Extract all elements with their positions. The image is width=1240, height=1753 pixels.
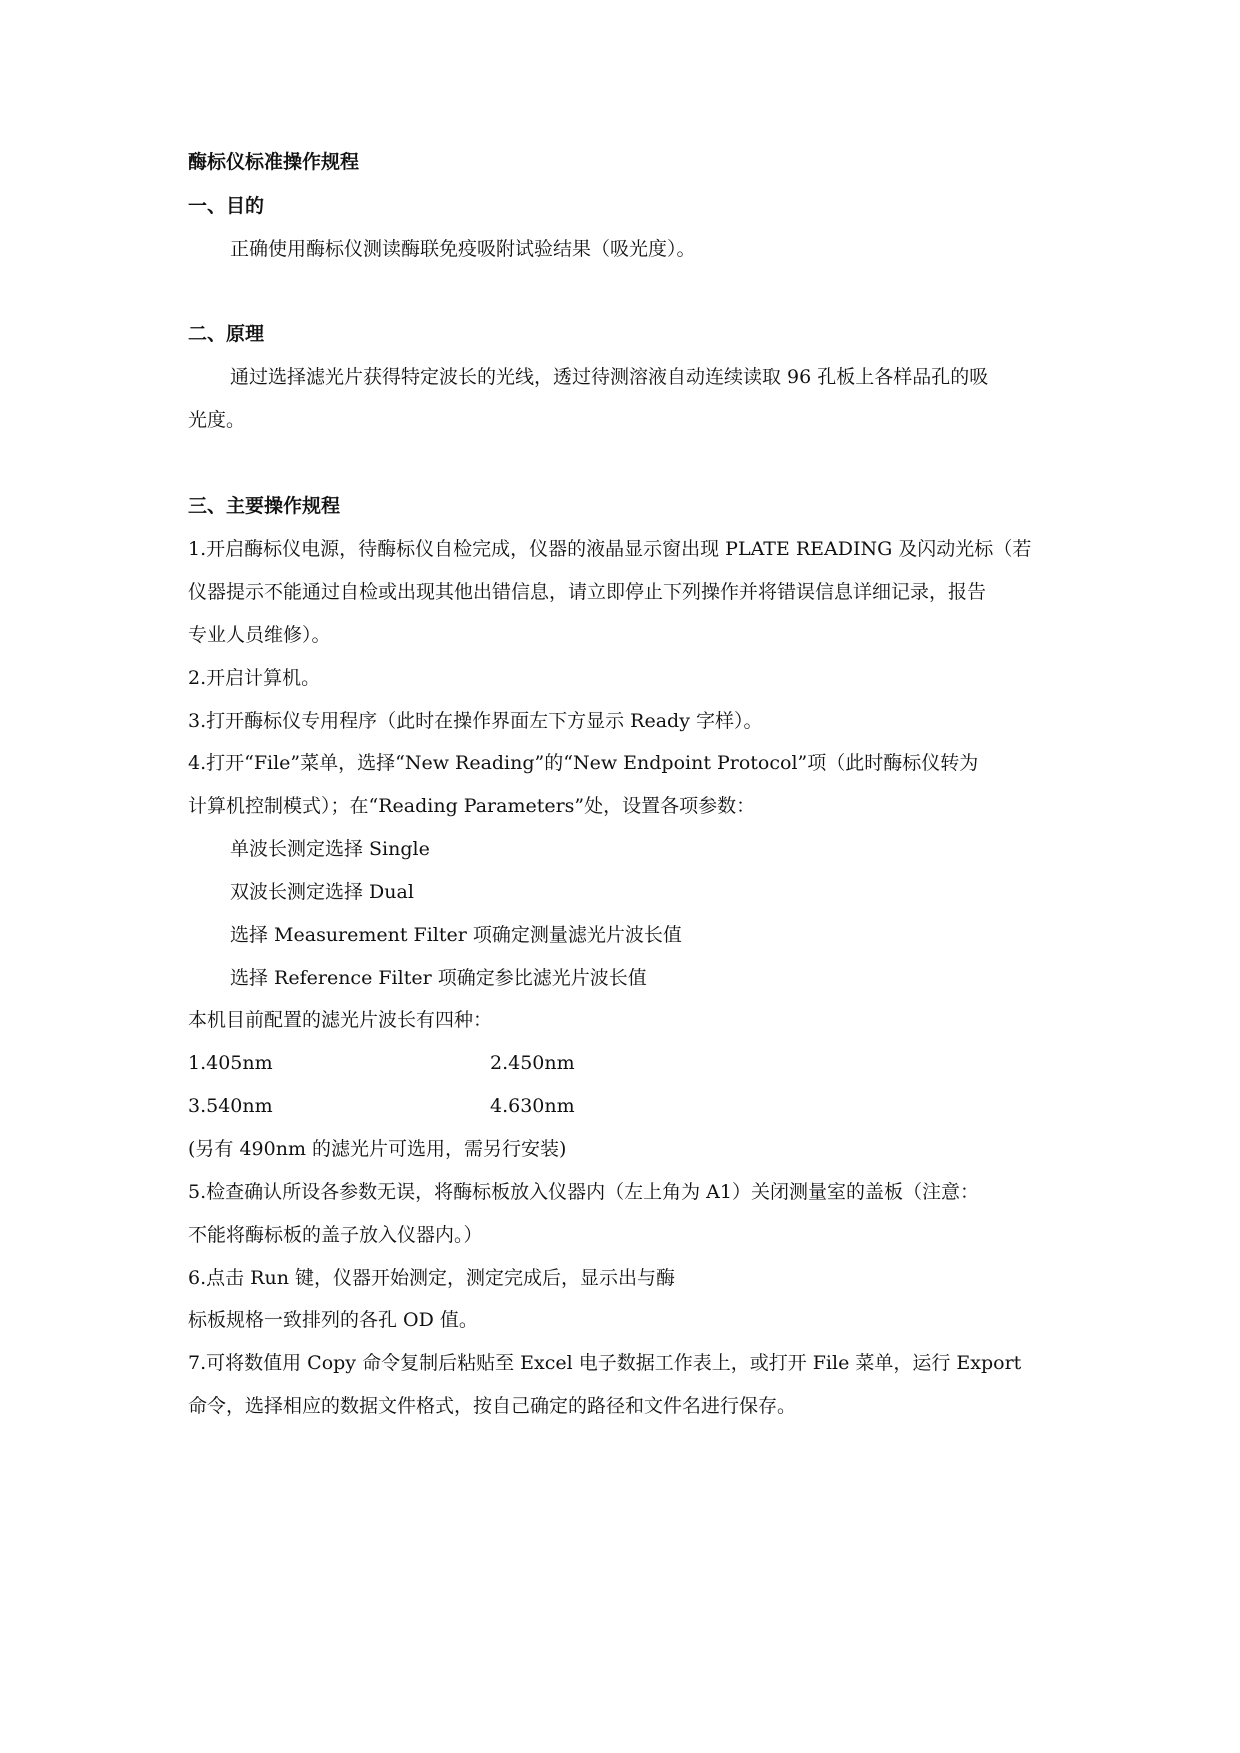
filter-item: 2.450nm	[490, 1052, 575, 1074]
filter-item: 1.405nm	[188, 1052, 273, 1074]
parameter-line: 选择 Reference Filter 项确定参比滤光片波长值	[230, 967, 647, 989]
purpose-text: 正确使用酶标仪测读酶联免疫吸附试验结果（吸光度）。	[230, 238, 696, 260]
step-7-line: 7.可将数值用 Copy 命令复制后粘贴至 Excel 电子数据工作表上，或打开 File 菜单，运行 Export	[188, 1352, 1022, 1374]
filter-note: (另有 490nm 的滤光片可选用，需另行安装)	[188, 1138, 567, 1160]
step-1-line: 仪器提示不能通过自检或出现其他出错信息，请立即停止下列操作并将错误信息详细记录，报告	[188, 581, 987, 603]
step-3: 3.打开酶标仪专用程序（此时在操作界面左下方显示 Ready 字样）。	[188, 710, 763, 732]
step-1-line: 专业人员维修）。	[188, 624, 331, 646]
document-title: 酶标仪标准操作规程	[188, 151, 360, 173]
step-6-line: 6.点击 Run 键，仪器开始测定，测定完成后，显示出与酶	[188, 1267, 675, 1289]
step-1-line: 1.开启酶标仪电源，待酶标仪自检完成，仪器的液晶显示窗出现 PLATE READING 及闪动光标（若	[188, 538, 1032, 560]
principle-text-line: 通过选择滤光片获得特定波长的光线，透过待测溶液自动连续读取 96 孔板上各样品孔的吸	[230, 366, 989, 388]
parameter-line: 双波长测定选择 Dual	[230, 881, 414, 903]
parameter-line: 选择 Measurement Filter 项确定测量滤光片波长值	[230, 924, 682, 946]
section-heading-principle: 二、原理	[188, 323, 265, 345]
filters-intro: 本机目前配置的滤光片波长有四种：	[188, 1009, 493, 1031]
step-6-line: 标板规格一致排列的各孔 OD 值。	[188, 1309, 478, 1331]
step-4-line: 4.打开“File”菜单，选择“New Reading”的“New Endpoint Protocol”项（此时酶标仪转为	[188, 752, 979, 774]
filter-item: 3.540nm	[188, 1095, 273, 1117]
section-heading-procedure: 三、主要操作规程	[188, 495, 341, 517]
principle-text-line: 光度。	[188, 409, 246, 431]
step-5-line: 不能将酶标板的盖子放入仪器内。）	[188, 1224, 483, 1246]
step-2: 2.开启计算机。	[188, 667, 321, 689]
step-5-line: 5.检查确认所设各参数无误，将酶标板放入仪器内（左上角为 A1）关闭测量室的盖板（注意：	[188, 1181, 979, 1203]
section-heading-purpose: 一、目的	[188, 195, 265, 217]
step-7-line: 命令，选择相应的数据文件格式，按自己确定的路径和文件名进行保存。	[188, 1395, 797, 1417]
step-4-line: 计算机控制模式）；在“Reading Parameters”处，设置各项参数：	[188, 795, 756, 817]
filter-item: 4.630nm	[490, 1095, 575, 1117]
parameter-line: 单波长测定选择 Single	[230, 838, 430, 860]
